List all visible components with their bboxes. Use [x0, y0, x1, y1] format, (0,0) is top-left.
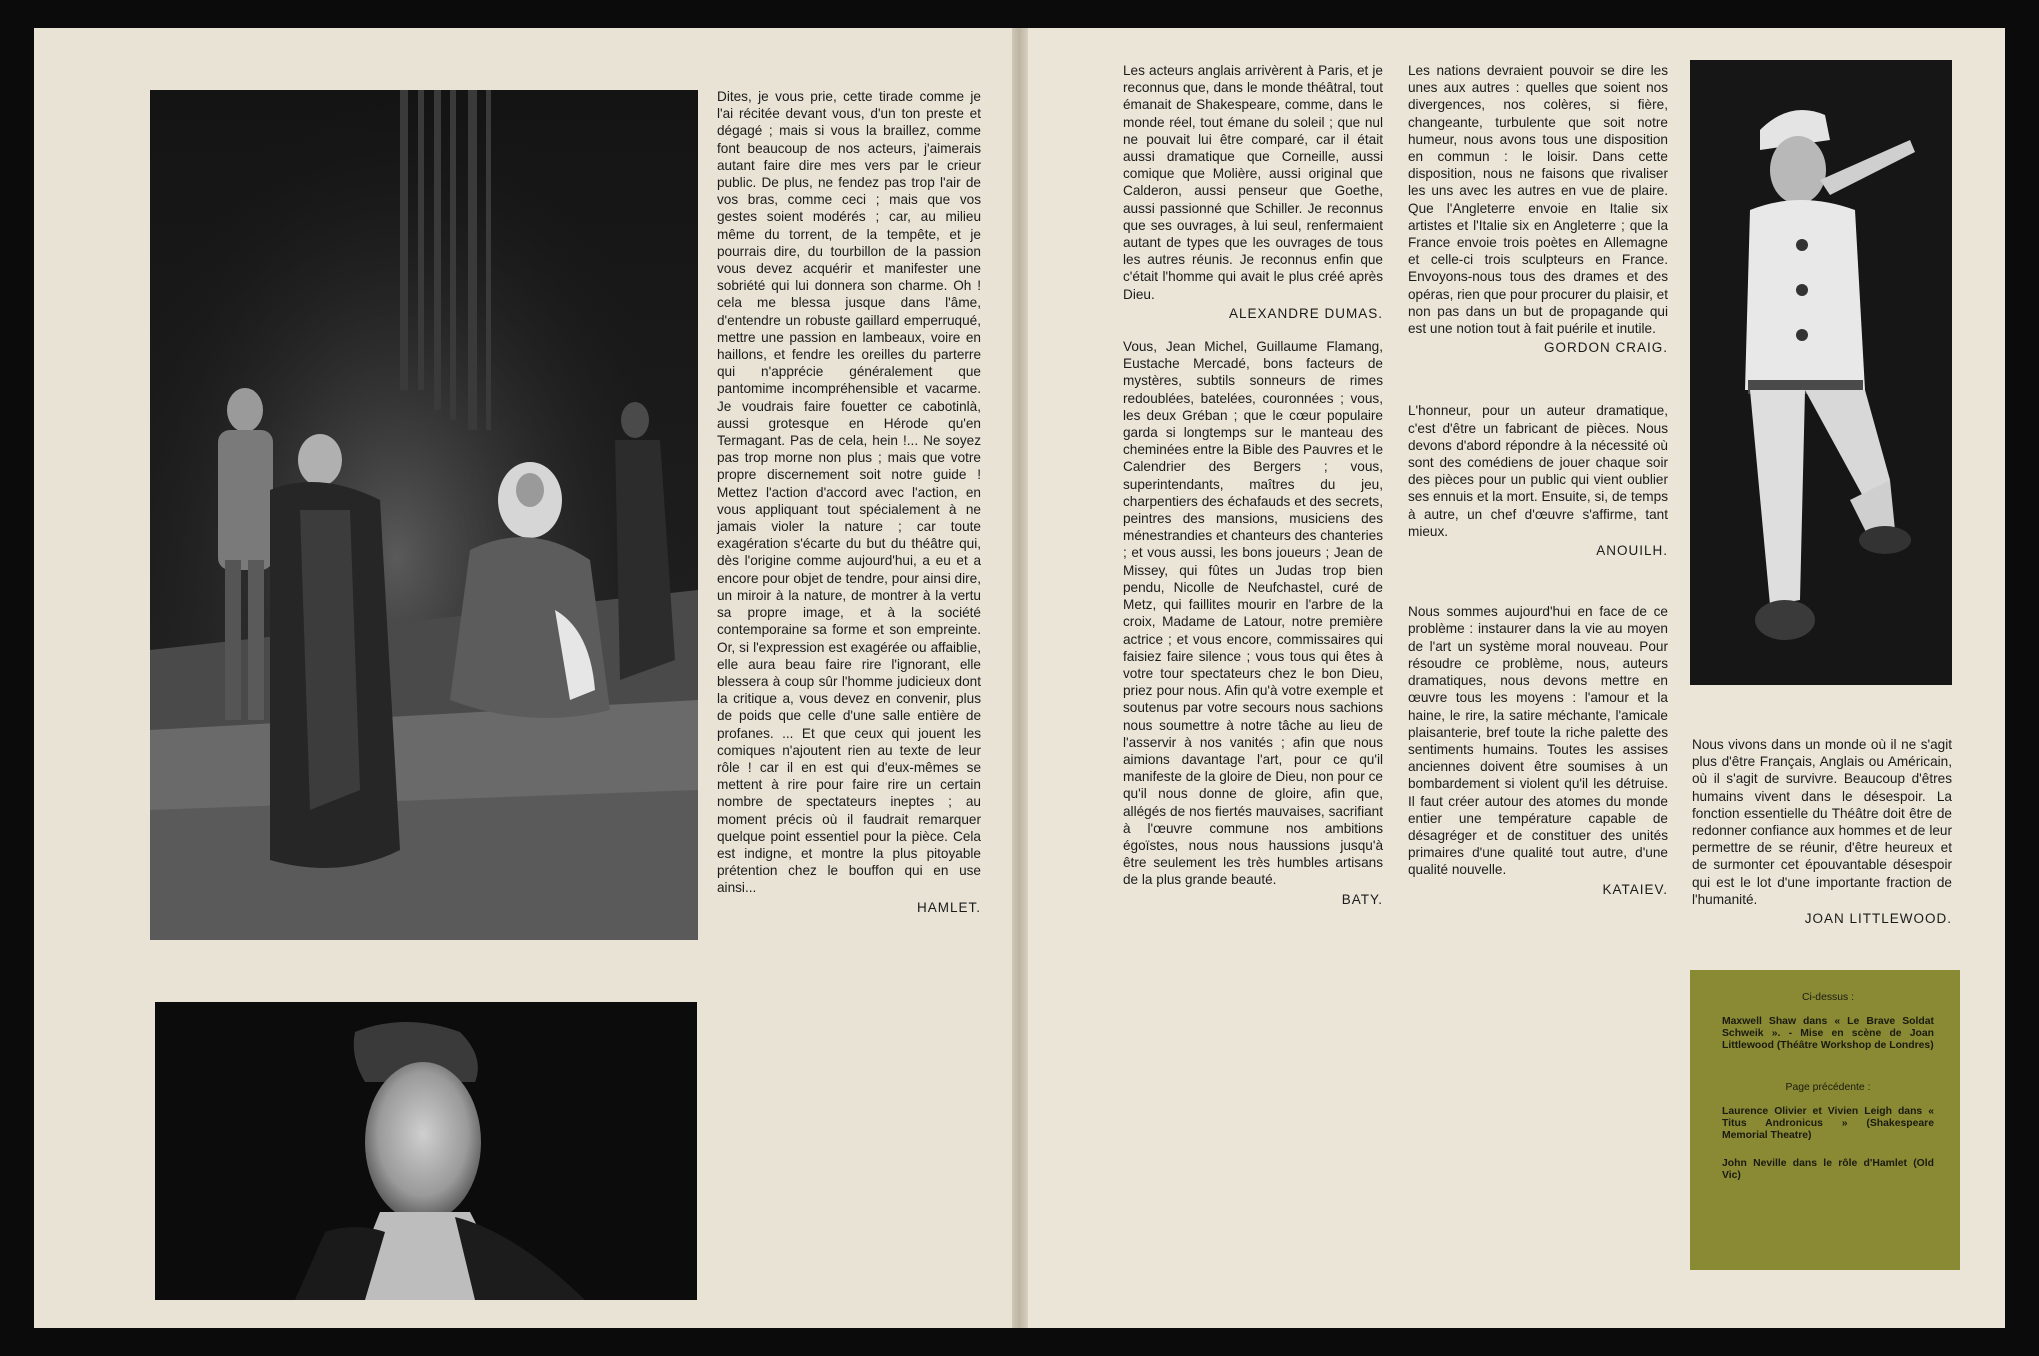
quote-littlewood — [1692, 736, 1952, 927]
caption-heading-previous: Page précédente : — [1785, 1082, 1871, 1093]
quote-kataiev-text: Nous sommes aujourd'hui en face de ce problème : instaurer dans la vie au moyen de l'art un système moral nouveau. Pour résoudre ce problème, nous, auteurs dramatiques, nous devons mettre en œuvre tous les moyens : l'amour et la haine, le rire, la satire méchante, l'amicale plaisanterie, bref toute la riche palette des sentiments humains. Toutes les assises anciennes doivent être soumises à un bombardement si violent qu'il les détruise. Il faut créer autour des atomes du monde entier une température capable de désagréger et de constituer des unités primaires d'une qualité tout autre, d'une qualité nouvelle. — [1408, 604, 1668, 878]
quote-dumas-text: Les acteurs anglais arrivèrent à Paris, et je reconnus que, dans le monde théâtral, tout émanait de Shakespeare, comme, dans le monde réel, tout émane du soleil ; que nul ne pouvait lui être comparé, car il était aussi dramatique que Corneille, aussi comique que Molière, aussi original que Calderon, aussi penseur que Goethe, aussi passionné que Schiller. Je reconnus que ses ouvrages, à lui seul, renfermaient autant de types que les ouvrages de tous les autres réunis. Je reconnus enfin que c'était l'homme qui avait le plus créé après Dieu. — [1123, 63, 1383, 302]
author-hamlet: HAMLET. — [916, 899, 981, 915]
quote-hamlet-text: Dites, je vous prie, cette tirade comme je l'ai récitée devant vous, d'un ton preste et dégagé ; mais si vous la braillez, comme font beaucoup de nos acteurs, j'aimerais autant faire dire mes vers par le crieur public. De plus, ne fendez pas trop l'air de vos bras, comme ceci ; mais que vos gestes soient modérés ; car, au milieu même du torrent, de la tempête, et je pourrais dire, du tourbillon de la passion vous devez acquérir et manifester une sobriété qui lui donnera son charme. Oh ! cela me blessa jusque dans l'âme, d'entendre un robuste gaillard emperruqué, mettre une passion en lambeaux, voire en haillons, et fendre les oreilles du parterre qui n'apprécie généralement que pantomime incompréhensible et vacarme. Je voudrais faire fouetter ce cabotinlà, aussi grotesque en Hérode qu'en Termagant. Pas de cela, hein !... Ne soyez pas trop morne non plus ; mais que votre propre discernement soit notre guide ! Mettez l'action d'accord avec l'action, en vous appliquant tout spécialement à ne jamais violer la nature ; car toute exagération s'écarte du but du théâtre qui, dès l'origine comme aujourd'hui, a eu et a encore pour objet de tendre, pour ainsi dire, un miroir à la nature, de montrer à la vertu sa propre image, et à la société contemporaine sa forme et son empreinte. Or, si l'expression est exagérée ou affaiblie, elle aura beau faire rire l'ignorant, elle blessera à coup sûr l'homme judicieux dont la critique a, vous devez en convenir, plus de poids que celle d'une salle entière de profanes. ... Et que ceux qui jouent les comiques n'ajoutent rien au texte de leur rôle ! car il en est qui d'eux-mêmes se mettent à rire pour faire rire un certain nombre de spectateurs ineptes ; au moment précis où il faudrait remarquer quelque point essentiel pour la pièce. Cela est indigne, et montre la plus pitoyable prétention chez le bouffon qui en use ainsi... — [717, 89, 981, 896]
author-dumas: ALEXANDRE DUMAS. — [1228, 305, 1383, 321]
quote-column-craig-anouilh-kataiev — [1408, 62, 1668, 898]
caption-above: Maxwell Shaw dans « Le Brave Soldat Schweik ». - Mise en scène de Joan Littlewood (Théâtre Workshop de Londres) — [1722, 1016, 1934, 1051]
caption-heading-above: Ci-dessus : — [1802, 992, 1854, 1003]
author-baty: BATY. — [1341, 891, 1383, 907]
photo-caption-box — [1690, 970, 1960, 1270]
author-anouilh: ANOUILH. — [1596, 543, 1668, 559]
photo-john-neville — [155, 1002, 697, 1300]
photo-titus-andronicus — [150, 90, 698, 940]
spine — [1012, 28, 1028, 1328]
author-littlewood: JOAN LITTLEWOOD. — [1804, 911, 1952, 927]
quote-craig-text: Les nations devraient pouvoir se dire les unes aux autres : quelles que soient nos divergences, nos colères, si fière, changeante, turbulente que soit notre humeur, nous avons tous une disposition en commun : le loisir. Dans cette disposition, nous ne faisons que rivaliser les uns avec les autres en vue de plaire. Que l'Angleterre envoie en Italie six artistes et l'Italie six en Angleterre ; que la France envoie trois poètes en Allemagne et celle-ci trois sculpteurs en France. Envoyons-nous tous des drames et des opéras, rien que pour procurer du plaisir, et non pas dans un but de propagande qui est une notion tout à fait puérile et inutile. — [1408, 63, 1668, 337]
author-kataiev: KATAIEV. — [1602, 881, 1668, 897]
quote-hamlet — [717, 88, 981, 916]
quote-baty-text: Vous, Jean Michel, Guillaume Flamang, Eustache Mercadé, bons facteurs de mystères, subtils sonneurs de rimes redoublées, batelées, couronnées ; vous, les deux Gréban ; que le cœur populaire garda si longtemps sur le manteau des cheminées entre la Bible des Pauvres et le Calendrier des Bergers ; vous, superintendants, maîtres du jeu, charpentiers des échafauds et des secrets, peintres des mansions, musiciens des ménestrandies et chanteurs des chanteries ; et vous aussi, les bons joueurs ; Jean de Missey, qui fûtes un Judas trop bien pendu, Nicolle de Neufchastel, curé de Metz, qui faillites mourir en l'arbre de la croix, Madame de Latour, notre première actrice ; et vous encore, commissaires qui faisiez faire silence ; vous tous qui êtes à votre tour spectateurs chez le bon Dieu, priez pour nous. Afin qu'à votre exemple et soutenus par votre secours nous sachions nous soumettre à notre tâche au lieu de l'asservir à nos vanités ; afin que nous aimions davantage l'art, pour ce qu'il manifeste de la gloire de Dieu, non pour ce qu'il nous donne de gloire, afin que, allégés de nos fiertés mauvaises, sacrifiant à l'œuvre commune nos ambitions égoïstes, nous nous haussions jusqu'à être seulement les très humbles artisans de la plus grande beauté. — [1123, 339, 1383, 888]
quote-column-dumas-baty — [1123, 62, 1383, 908]
author-craig: GORDON CRAIG. — [1543, 340, 1668, 356]
quote-anouilh-text: L'honneur, pour un auteur dramatique, c'est d'être un fabricant de pièces. Nous devons d'abord répondre à la nécessité où sont des comédiens de jouer chaque soir des pièces pour un public qui vient oublier ses ennuis et la mort. Ensuite, si, de temps à autre, un chef d'œuvre s'affirme, tant mieux. — [1408, 403, 1668, 539]
caption-previous-2: John Neville dans le rôle d'Hamlet (Old Vic) — [1722, 1158, 1934, 1181]
photo-maxwell-shaw — [1690, 60, 1952, 685]
caption-previous-1: Laurence Olivier et Vivien Leigh dans « Titus Andronicus » (Shakespeare Memorial Theatre) — [1722, 1106, 1934, 1141]
quote-littlewood-text: Nous vivons dans un monde où il ne s'agit plus d'être Français, Anglais ou Américain, où il s'agit de survivre. Beaucoup d'êtres humains vivent dans le désespoir. La fonction essentielle du Théâtre doit être de redonner confiance aux hommes et de leur permettre de se réunir, d'être heureux et de surmonter cet épouvantable désespoir qui est le lot d'une importante fraction de l'humanité. — [1692, 737, 1952, 907]
